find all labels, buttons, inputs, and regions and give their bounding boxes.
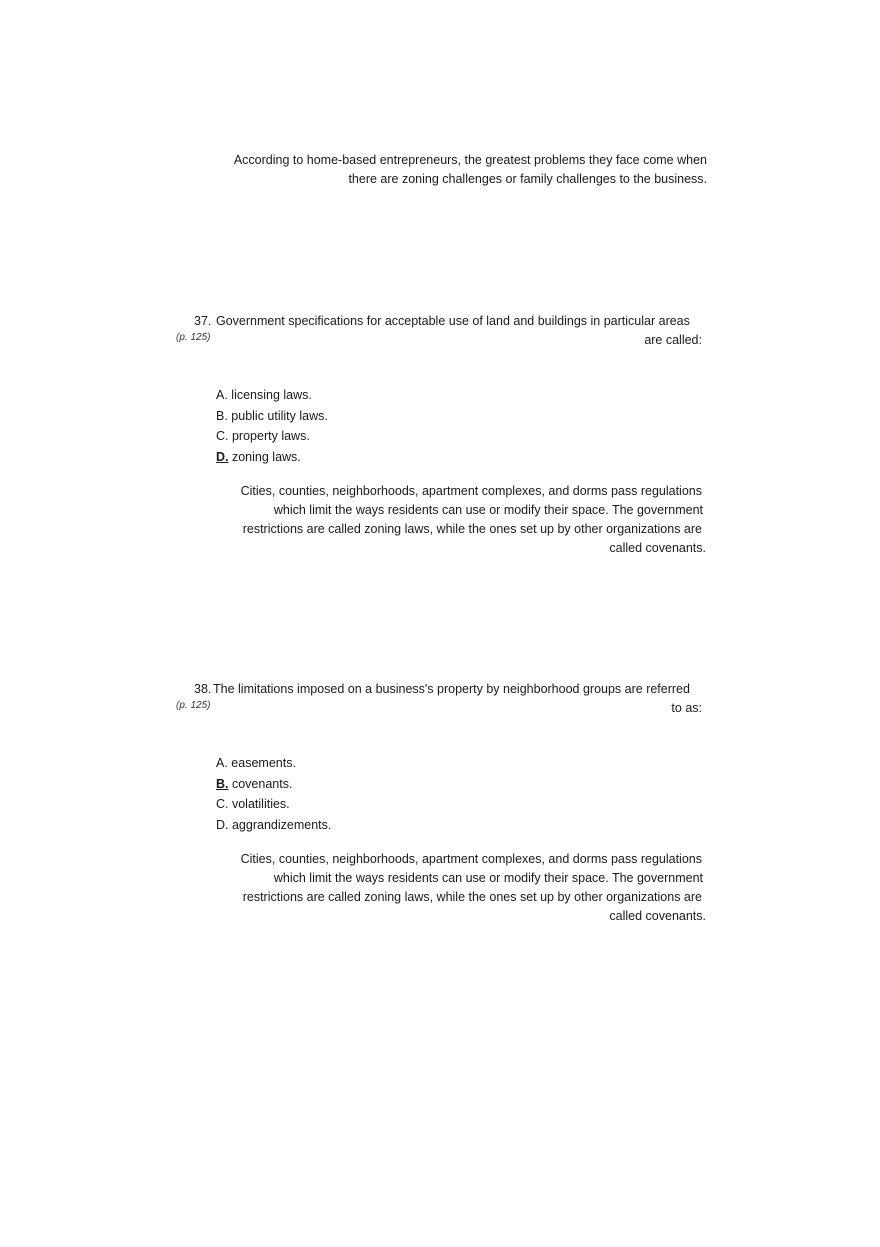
choice-letter: B. — [216, 408, 228, 423]
choice-d — [216, 815, 331, 836]
choice-letter: A. — [216, 388, 228, 402]
correct-choice-letter: B. — [216, 776, 229, 791]
explanation-line: there are zoning challenges or family challenges to the business. — [348, 172, 707, 186]
stem-line: are called: — [644, 333, 702, 347]
choice-text: zoning laws. — [231, 449, 301, 464]
choice-letter: A. — [216, 756, 228, 770]
choice-text: volatilities. — [231, 797, 290, 811]
choice-c — [216, 426, 328, 447]
choice-text: licensing laws. — [231, 388, 312, 402]
correct-choice-letter: D. — [216, 449, 229, 464]
stem-line: to as: — [671, 701, 702, 715]
explanation-line: restrictions are called zoning laws, while the ones set up by other organizations are — [242, 522, 702, 536]
choice-letter: C. — [216, 797, 229, 811]
choice-text: property laws. — [231, 429, 310, 443]
choice-text: aggrandizements. — [231, 817, 332, 832]
explanation-line: According to home-based entrepreneurs, the greatest problems they face come when — [233, 153, 707, 167]
page-reference: (p. 125) — [176, 700, 211, 711]
choice-letter: D. — [216, 817, 229, 832]
answer-explanation — [180, 850, 706, 926]
choice-text: easements. — [231, 756, 296, 770]
stem-line: The limitations imposed on a business's property by neighborhood groups are referred — [213, 682, 690, 696]
choice-c — [216, 794, 331, 815]
answer-explanation — [180, 482, 706, 558]
explanation-line: Cities, counties, neighborhoods, apartment complexes, and dorms pass regulations — [240, 852, 702, 866]
choice-text: public utility laws. — [231, 408, 328, 423]
choice-a — [216, 385, 328, 406]
choice-d — [216, 447, 328, 468]
choice-text: covenants. — [231, 776, 293, 791]
choice-a — [216, 753, 331, 774]
explanation-line: which limit the ways residents can use or modify their space. The government — [273, 871, 703, 885]
answer-choices — [216, 385, 328, 467]
previous-explanation — [180, 151, 707, 189]
choice-b — [216, 406, 328, 427]
stem-line: Government specifications for acceptable use of land and buildings in particular areas — [216, 314, 690, 328]
question-number: 37. — [194, 314, 212, 328]
question-stem — [216, 312, 702, 350]
question-number: 38. — [194, 682, 212, 696]
question-stem — [213, 680, 702, 718]
page-reference: (p. 125) — [176, 332, 211, 343]
explanation-line: restrictions are called zoning laws, while the ones set up by other organizations are — [242, 890, 702, 904]
explanation-line: which limit the ways residents can use or modify their space. The government — [273, 503, 703, 517]
explanation-line: called covenants. — [609, 541, 706, 555]
answer-choices — [216, 753, 331, 835]
explanation-line: called covenants. — [609, 909, 706, 923]
explanation-line: Cities, counties, neighborhoods, apartment complexes, and dorms pass regulations — [240, 484, 702, 498]
choice-b — [216, 774, 331, 795]
choice-letter: C. — [216, 429, 229, 443]
